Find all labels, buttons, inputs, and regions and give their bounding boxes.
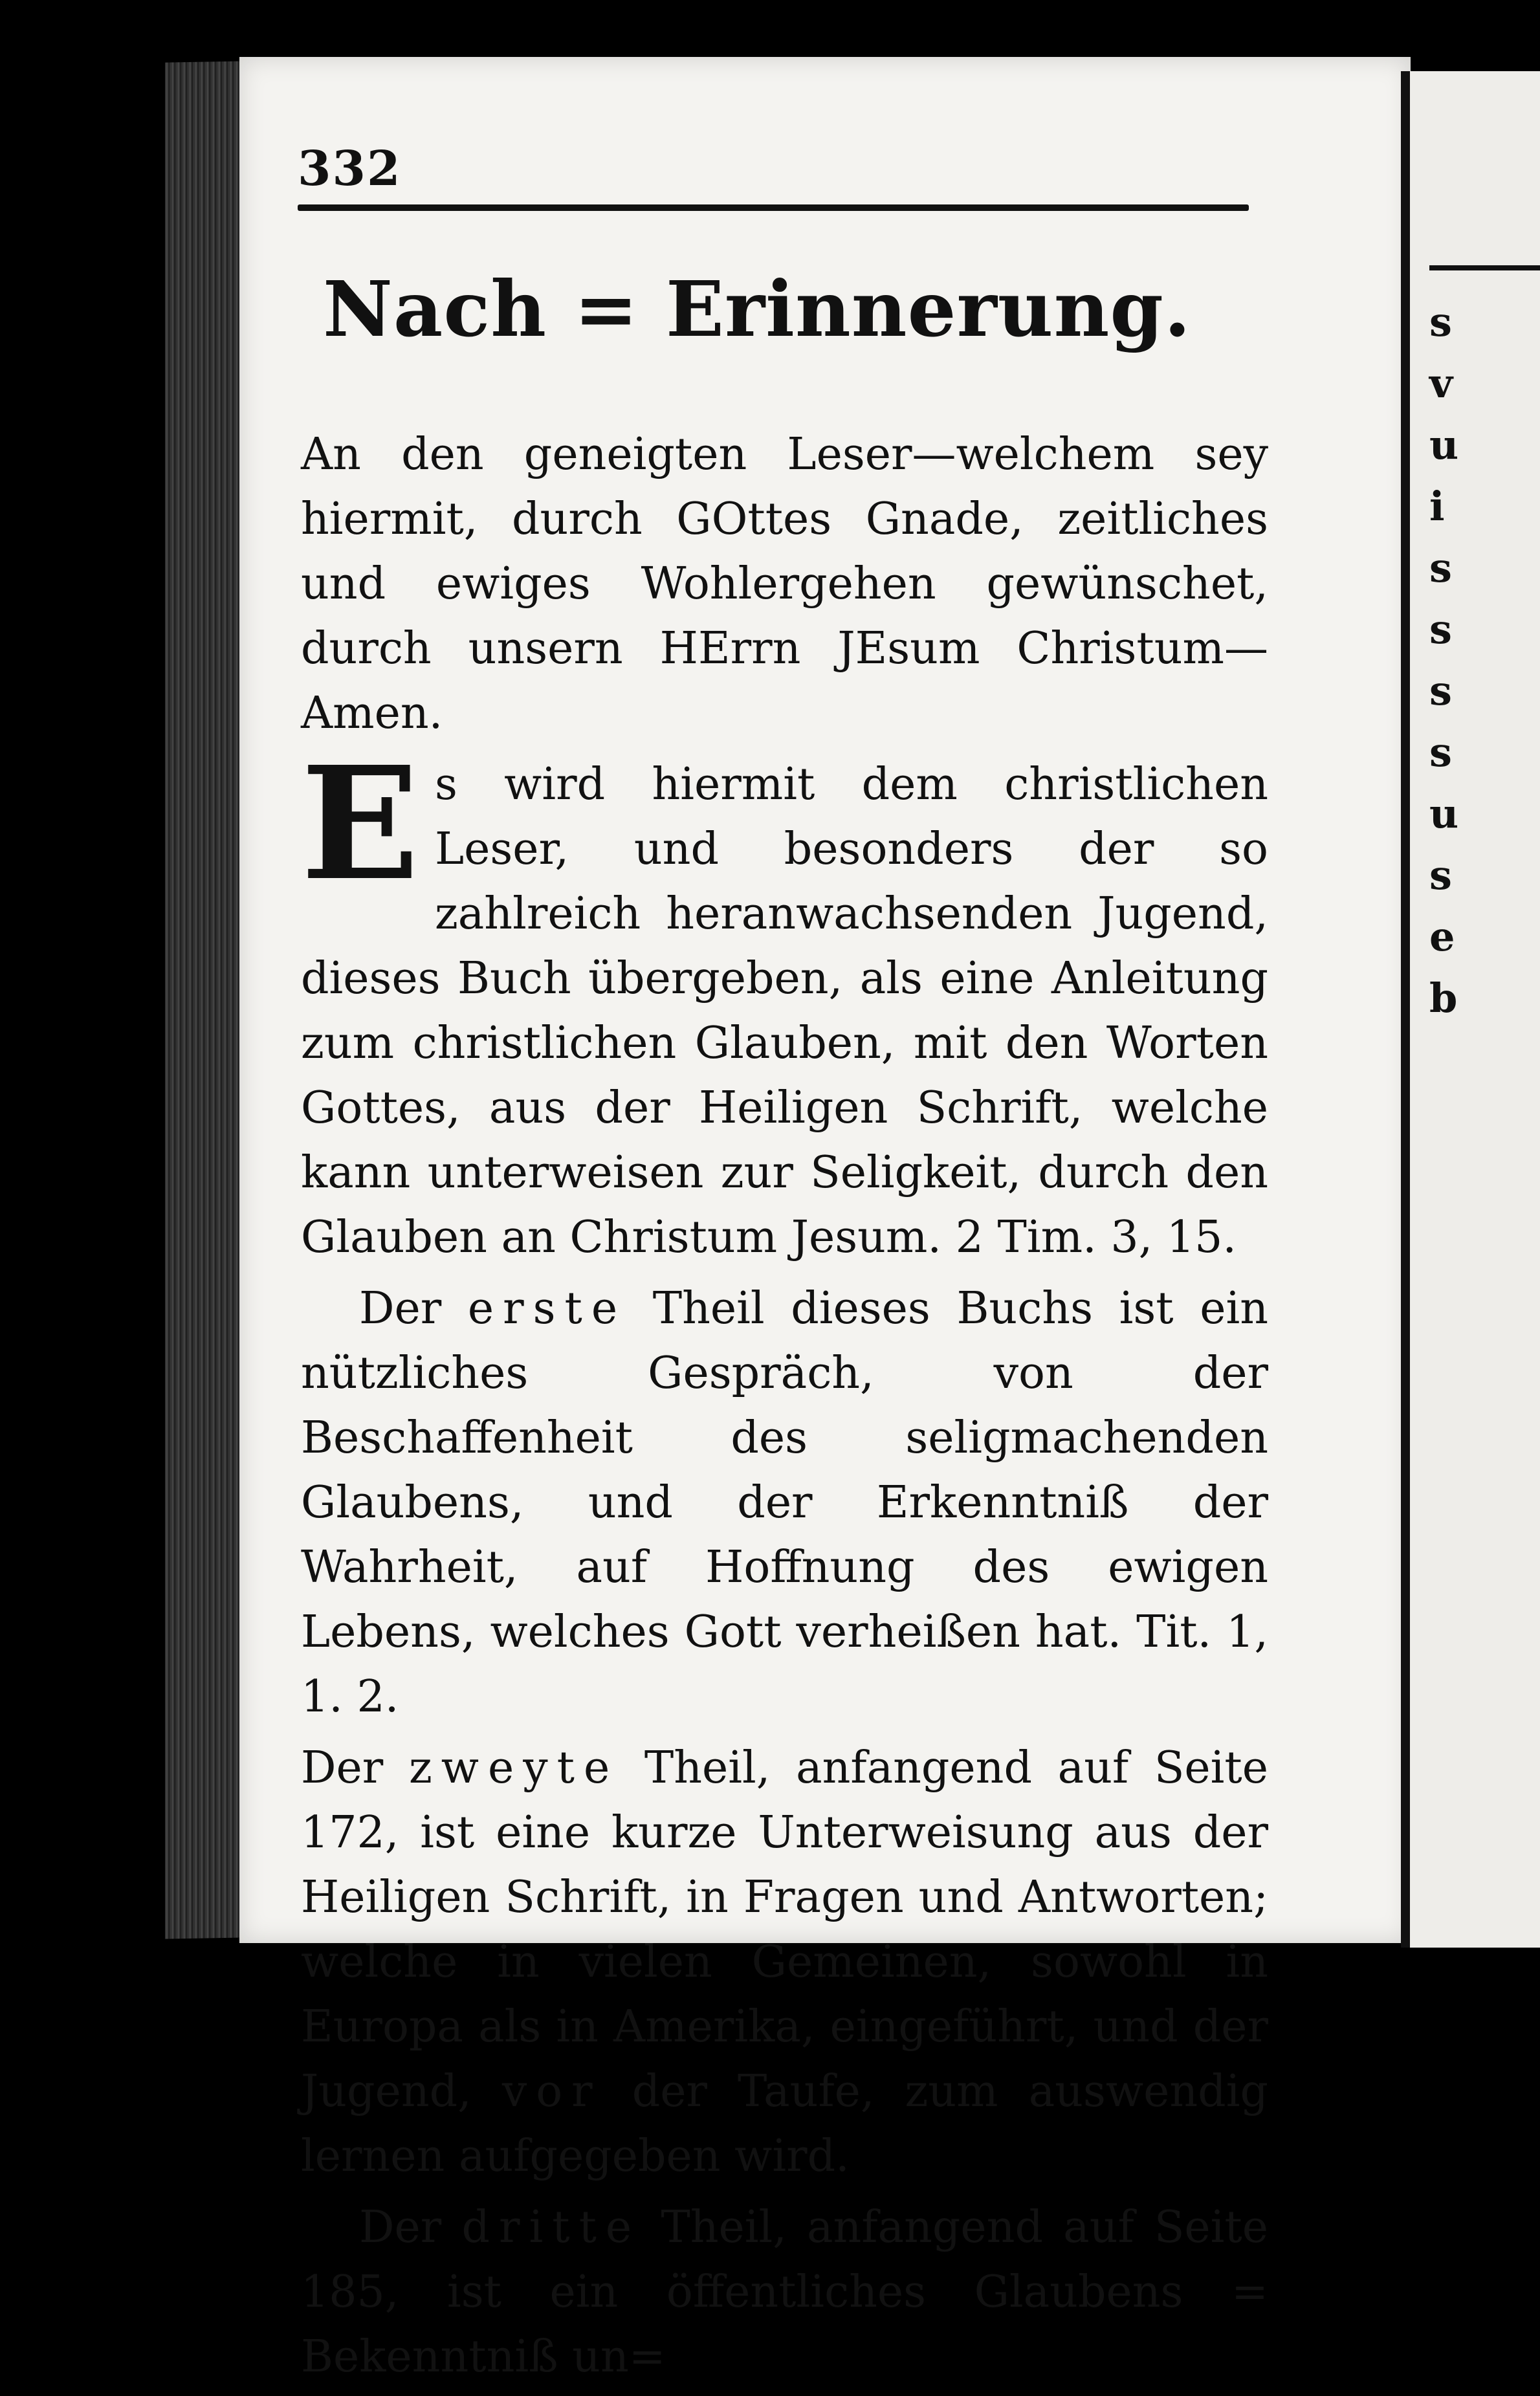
- next-page-rule: [1429, 265, 1540, 270]
- next-page-line: s: [1429, 729, 1452, 776]
- next-page-line: v: [1429, 360, 1453, 407]
- paragraph-3-text-2: der Taufe, zum auswendig lernen aufgegeben wird.: [301, 2066, 1268, 2182]
- next-page-line: s: [1429, 606, 1452, 653]
- next-page-line: b: [1429, 974, 1458, 1022]
- paragraph-3-text: Theil, anfangend auf Seite 172, ist eine kurze Unterweisung aus der Heiligen Schrift, in Fragen und Antworten; welche in vielen Gemeinen, sowohl in Europa als in Amerika, eingeführt, und der Jugend,: [301, 1742, 1268, 2117]
- header-rule: [298, 204, 1249, 211]
- next-page-fragment: [1401, 71, 1540, 1948]
- next-page-line: s: [1429, 298, 1452, 346]
- paragraph-2-emphasis: erste: [467, 1283, 627, 1334]
- dedication-text: An den geneigten Leser—welchem sey hiermit, durch GOttes Gnade, zeitliches und ewiges Wohlergehen gewünschet, durch unsern HErrn JEsum Christum—Amen.: [301, 429, 1268, 739]
- paragraph-1: [301, 732, 1268, 1270]
- next-page-line: u: [1429, 421, 1459, 468]
- next-page-line: s: [1429, 667, 1452, 714]
- page-body: [301, 423, 1268, 2396]
- next-page-line: s: [1429, 852, 1452, 899]
- paragraph-3-lead: Der: [301, 1742, 384, 1794]
- book-page: [239, 57, 1411, 2382]
- paragraph-3-emphasis: zweyte: [408, 1742, 619, 1794]
- paragraph-2-text: Theil dieses Buchs ist ein nützliches Gespräch, von der Beschaffenheit des seligmachenden Glaubens, und der Erkenntniß der Wahrheit, auf Hoffnung des ewigen Lebens, welches Gott verheißen hat. Tit. 1, 1. 2.: [301, 1283, 1268, 1722]
- paragraph-4: [301, 2195, 1268, 2390]
- page-number: 332: [298, 141, 402, 197]
- drop-cap: E: [301, 732, 419, 915]
- page-heading: Nach = Erinnerung.: [323, 264, 1191, 354]
- next-page-text: [1429, 291, 1539, 1029]
- paragraph-3-emphasis-2: vor: [501, 2066, 602, 2117]
- paragraph-2: [301, 1277, 1268, 1730]
- dedication-paragraph: [301, 423, 1268, 746]
- paragraph-2-lead: Der: [359, 1283, 442, 1334]
- paragraph-4-lead: Der: [359, 2202, 442, 2253]
- paragraph-1-text: s wird hiermit dem christlichen Leser, und besonders der so zahlreich heranwachsenden Jugend, dieses Buch übergeben, als eine Anleitung zum christlichen Glauben, mit den Worten Gottes, aus der Heiligen Schrift, welche kann unterweisen zur Seligkeit, durch den Glauben an Christum Jesum. 2 Tim. 3, 15.: [301, 759, 1268, 1263]
- next-page-line: i: [1429, 483, 1445, 530]
- paragraph-4-emphasis: dritte: [461, 2202, 641, 2253]
- next-page-line: e: [1429, 913, 1455, 960]
- paragraph-3: [301, 1736, 1268, 2189]
- next-page-line: s: [1429, 544, 1452, 591]
- next-page-line: u: [1429, 790, 1459, 837]
- paragraph-4-text: Theil, anfangend auf Seite 185, ist ein öffentliches Glaubens = Bekenntniß un=: [301, 2202, 1268, 2382]
